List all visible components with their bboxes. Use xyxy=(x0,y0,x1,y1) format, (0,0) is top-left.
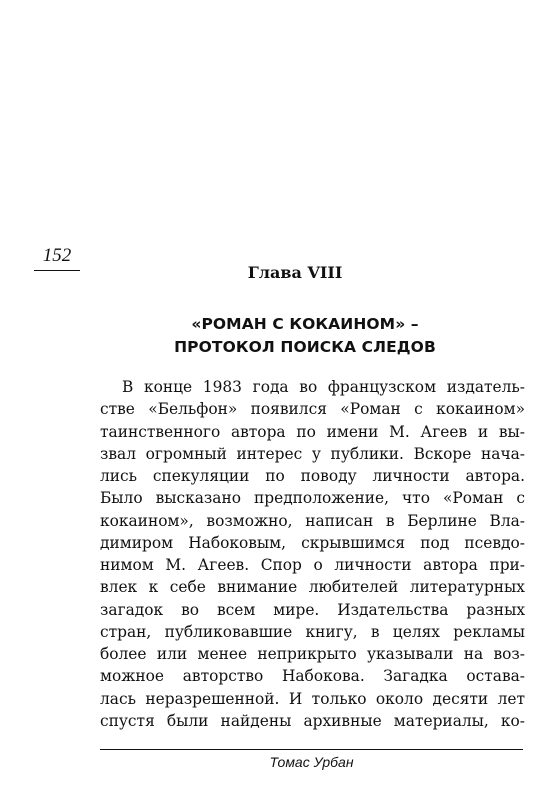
chapter-title xyxy=(110,313,500,359)
chapter-title-line: ПРОТОКОЛ ПОИСКА СЛЕДОВ xyxy=(174,338,436,356)
body-line: В конце 1983 года во французском издатель- xyxy=(122,378,525,396)
body-text xyxy=(100,376,525,732)
body-line: влек к себе внимание любителей литературных xyxy=(100,578,525,597)
body-line: Было высказано предположение, что «Роман с xyxy=(100,489,525,508)
body-line: кокаином», возможно, написан в Берлине Вла- xyxy=(100,511,525,530)
footer-author: Томас Урбан xyxy=(269,754,354,770)
chapter-title-line: «РОМАН С КОКАИНОМ» – xyxy=(191,315,419,333)
body-line: звал огромный интерес у публики. Вскоре нача- xyxy=(100,444,525,463)
body-line: лись спекуляции по поводу личности автора. xyxy=(100,467,525,485)
body-line: загадок во всем мире. Издательства разных xyxy=(100,600,525,619)
body-line: можное авторство Набокова. Загадка остава- xyxy=(100,667,525,686)
body-line: более или менее неприкрыто указывали на воз- xyxy=(100,645,525,663)
body-line: стве «Бельфон» появился «Роман с кокаином» xyxy=(100,400,525,419)
body-line: лась неразрешенной. И только около десяти лет xyxy=(100,689,525,708)
body-line: нимом М. Агеев. Спор о личности автора при- xyxy=(100,556,525,574)
footer-rule xyxy=(100,749,523,750)
page-number: 152 xyxy=(42,245,72,266)
chapter-label: Глава VIII xyxy=(247,263,343,282)
body-line: стран, публиковавшие книгу, в целях рекламы xyxy=(100,622,525,641)
page-number-rule xyxy=(34,270,80,271)
body-line: димиром Набоковым, скрывшимся под псевдо- xyxy=(100,533,525,552)
body-line: таинственного автора по имени М. Агеев и вы- xyxy=(100,422,525,441)
body-line: спустя были найдены архивные материалы, ко- xyxy=(100,711,525,730)
